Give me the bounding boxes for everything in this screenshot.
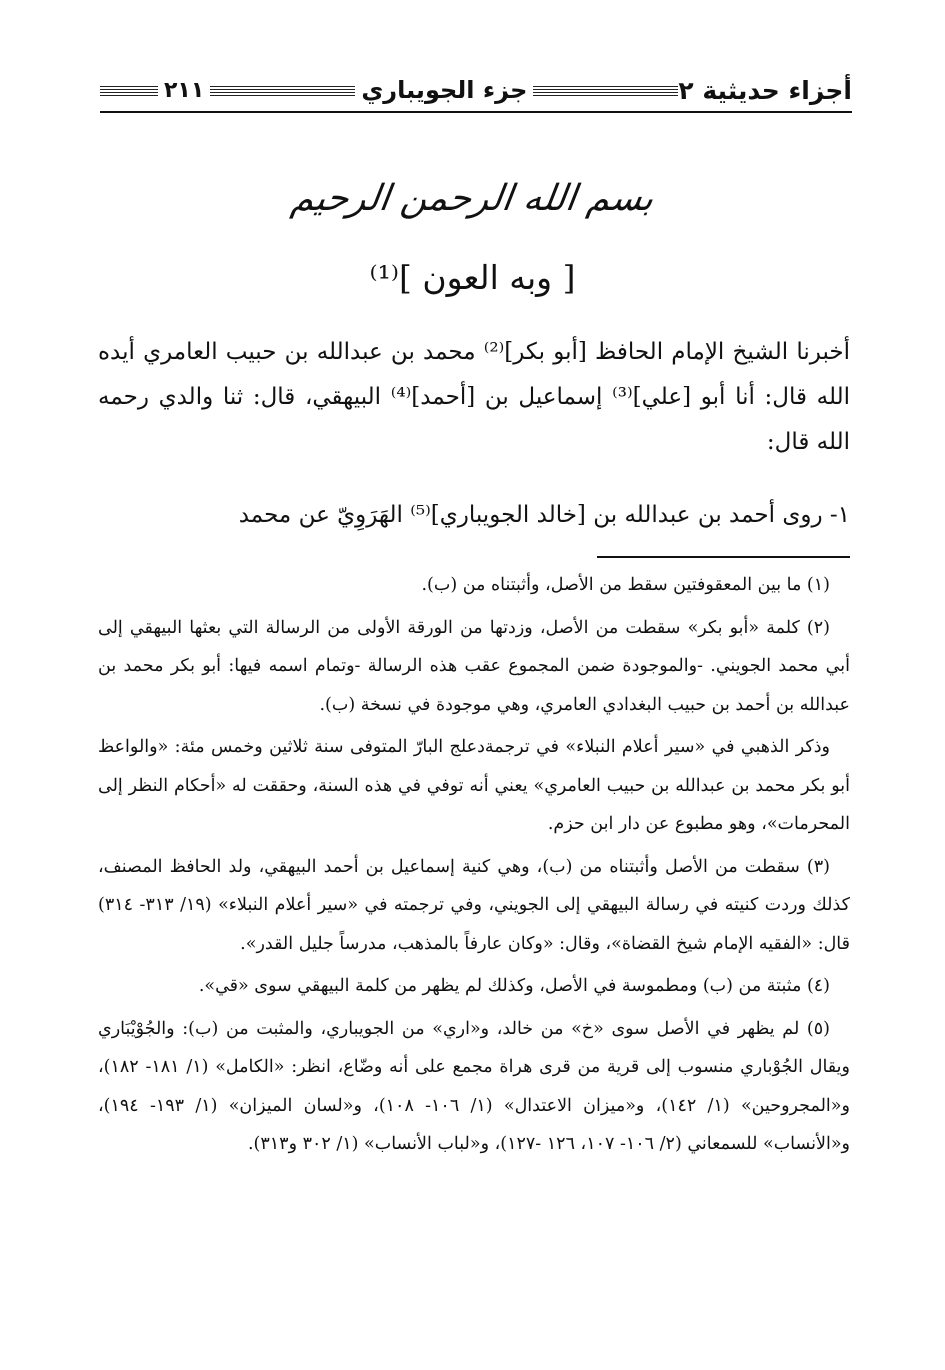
footnote-continuation: وذكر الذهبي في «سير أعلام النبلاء» في ترجمةدعلج البارّ المتوفى سنة ثلاثين وخمس مئة: «والواعظ أبو بكر محمد بن عبدالله بن حبيب العامري» يعني أنه توفي في هذه السنة، وحققت له «أحكام النظر إلى المحرمات»، وهو مطبوع عن دار ابن حزم. [98, 737, 850, 834]
section-title: جزء الجويباري [361, 76, 528, 104]
book-title: أجزاء حديثية ٢ [678, 75, 852, 105]
footnote-separator [597, 556, 850, 558]
isnad-paragraph: أخبرنا الشيخ الإمام الحافظ [أبو بكر]⁽²⁾ محمد بن عبدالله بن حبيب العامري أيده الله قال: أنا أبو [علي]⁽³⁾ إسماعيل بن [أحمد]⁽⁴⁾ البيهقي، قال: ثنا والدي رحمه الله قال: [98, 339, 851, 455]
header-ornament-bar [533, 84, 678, 96]
header-ornament-bar [100, 84, 158, 96]
footnote: (٣) سقطت من الأصل وأثبتناه من (ب)، وهي كنية إسماعيل بن أحمد البيهقي، ولد الحافظ المصنف، كذلك وردت كنيته في رسالة البيهقي إلى الجويني، وفي ترجمته في «سير أعلام النبلاء» (١٩/ ٣١٣- ٣١٤) قال: «الفقيه الإمام شيخ القضاة»، وقال: «وكان عارفاً بالمذهب، مدرساً جليل القدر». [98, 856, 850, 954]
footnote: (١) ما بين المعقوفتين سقط من الأصل، وأثبتناه من (ب). [421, 575, 830, 595]
hadith-paragraph: ١- روى أحمد بن عبدالله بن [خالد الجويباري]⁽⁵⁾ الهَرَوِيّ عن محمد [238, 502, 850, 528]
footnote: (٤) مثبتة من (ب) ومطموسة في الأصل، وكذلك لم يظهر من كلمة البيهقي سوى «قي». [198, 976, 830, 996]
main-text [98, 330, 850, 538]
footnote: (٥) لم يظهر في الأصل سوى «خ» من خالد، و«اري» من الجويباري، والمثبت من (ب): والجُوْيْبَاري ويقال الجُوْباري منسوب إلى قرية من قرى هراة مجمع على أنه وضّاع، انظر: «الكامل» (١/ ١٨١- ١٨٢)، و«المجروحين» (١/ ١٤٢)، و«ميزان الاعتدال» (١/ ١٠٦- ١٠٨)، و«لسان الميزان» (١/ ١٩٣- ١٩٤)، و«الأنساب» للسمعاني (٢/ ١٠٦- ١٠٧، ١٢٦ -١٢٧)، و«لباب الأنساب» (١/ ٣٠٢ و٣١٣). [98, 1018, 850, 1154]
footnote: (٢) كلمة «أبو بكر» سقطت من الأصل، وزدتها من الورقة الأولى من الرسالة التي بعثها البيهقي إلى أبي محمد الجويني. -والموجودة ضمن المجموع عقب هذه الرسالة -وتمام اسمه فيها: أبو بكر محمد بن عبدالله بن أحمد بن حبيب البغدادي العامري، وهي موجودة في نسخة (ب). [98, 617, 850, 715]
basmala-calligraphy: بسم الله الرحمن الرحيم [288, 178, 657, 219]
header-rule [100, 111, 852, 113]
header-ornament-bar [210, 84, 355, 96]
running-header [100, 70, 852, 110]
page-number: ٢١١ [164, 77, 205, 103]
section-heading: [ وبه العون ]⁽¹⁾ [369, 258, 576, 297]
footnotes [98, 566, 850, 1168]
